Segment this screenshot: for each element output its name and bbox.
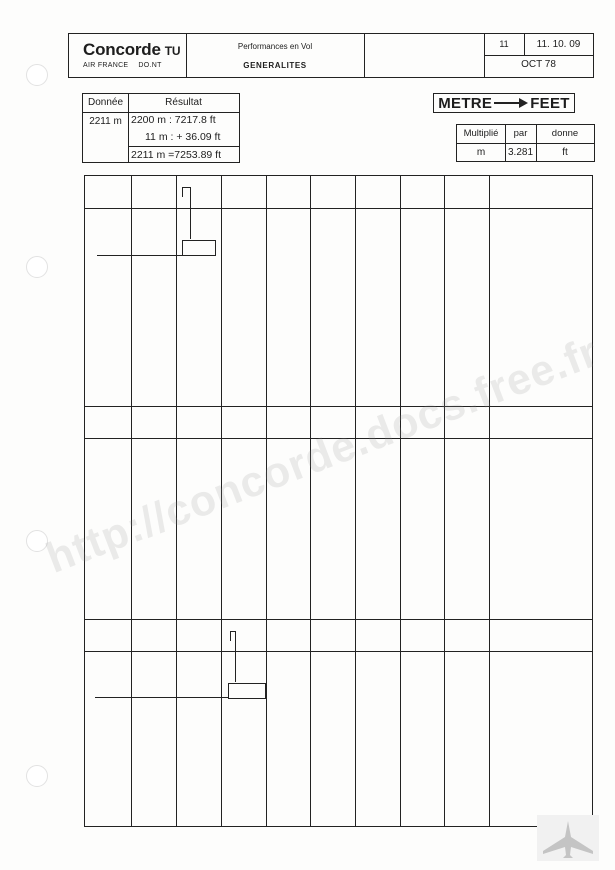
punch-hole (26, 64, 48, 86)
doc-date: 11. 10. 09 (536, 39, 581, 50)
result-line: 11 m : + 36.09 ft (145, 131, 221, 143)
arrow-right-icon (494, 98, 528, 108)
pointer-line (230, 631, 231, 641)
result-line: 2211 m =7253.89 ft (131, 149, 221, 161)
table-section-divider (85, 619, 592, 620)
table-header-divider (85, 208, 592, 209)
highlight-box-7217-8 (228, 683, 266, 699)
highlight-box-36-09 (182, 240, 216, 256)
factor: 3.281 (507, 147, 534, 158)
brand-name: Concorde TU (83, 40, 181, 59)
watermark: http://concorde.docs.free.fr (40, 327, 606, 583)
punch-hole (26, 256, 48, 278)
table-header-divider (85, 651, 592, 652)
document-header (68, 33, 594, 78)
given-value: 2211 m (89, 116, 122, 127)
doc-section: GENERALITES (243, 61, 307, 70)
label-given: Donnée (87, 97, 124, 108)
conversion-title: METRE FEET (433, 93, 575, 113)
revision-date: OCT 78 (521, 59, 556, 70)
hdr-donne: donne (551, 128, 579, 139)
airline-line: AIR FRANCE DO.NT (83, 62, 162, 69)
table-column-divider (131, 176, 132, 826)
table-column-divider (400, 176, 401, 826)
table-column-divider (310, 176, 311, 826)
table-column-divider (355, 176, 356, 826)
punch-hole (26, 765, 48, 787)
table-column-divider (489, 176, 490, 826)
hdr-par: par (513, 128, 528, 139)
pointer-line (97, 255, 183, 256)
pointer-line (95, 697, 229, 698)
table-column-divider (444, 176, 445, 826)
unit-out: ft (562, 147, 568, 158)
example-box (82, 93, 240, 163)
page-number: 11 (499, 39, 509, 49)
pointer-line (190, 187, 191, 239)
doc-title: Performances en Vol (237, 42, 313, 51)
hdr-multiplie: Multiplié (463, 128, 499, 139)
concorde-logo-icon (537, 815, 599, 861)
label-result: Résultat (165, 97, 202, 108)
pointer-line (235, 631, 236, 682)
pointer-line (182, 187, 190, 188)
result-line: 2200 m : 7217.8 ft (131, 114, 216, 126)
unit-in: m (476, 147, 486, 158)
conversion-factor-box (456, 124, 595, 162)
pointer-line (182, 187, 183, 197)
